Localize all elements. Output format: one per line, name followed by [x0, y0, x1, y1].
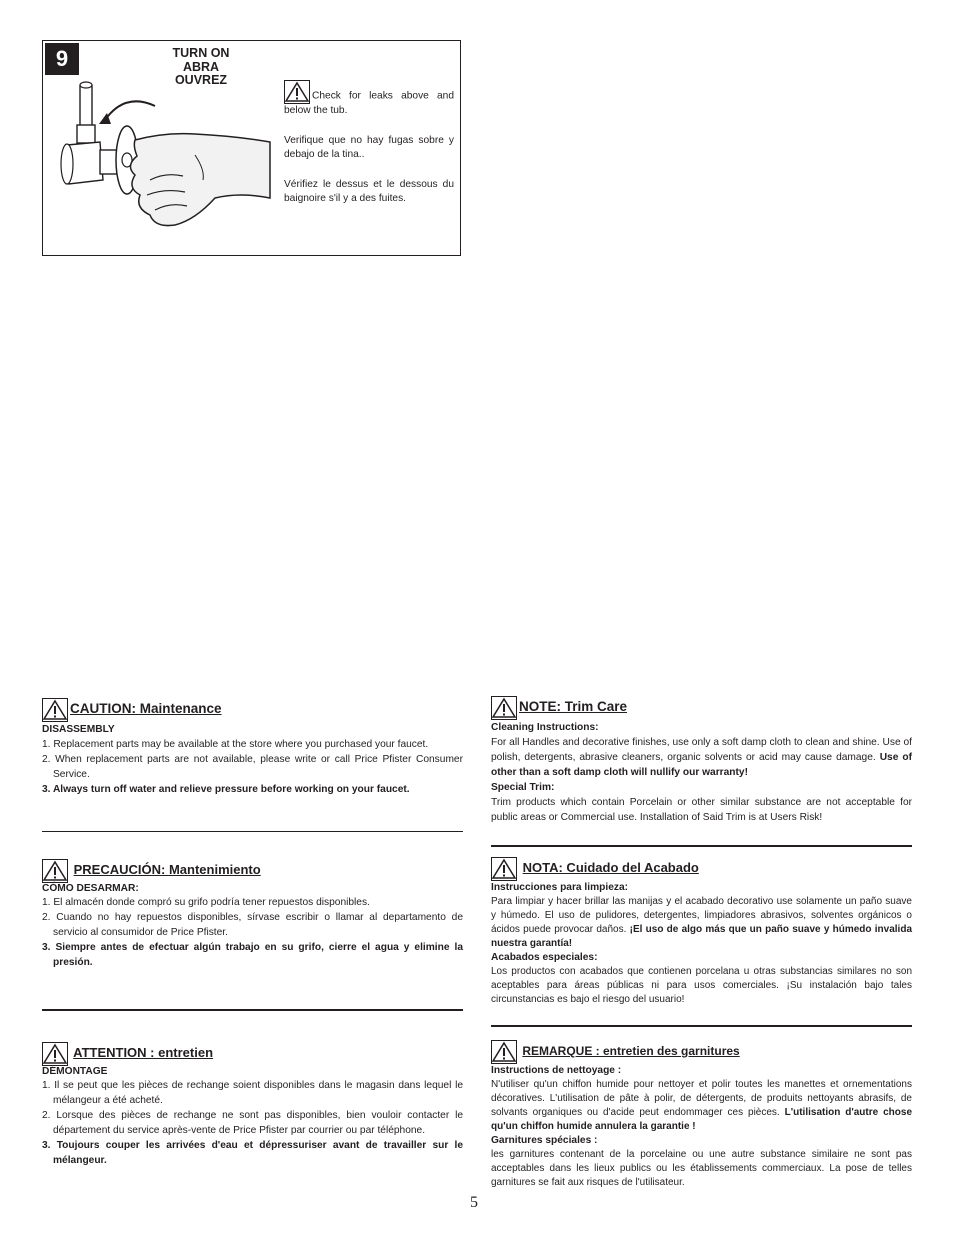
valve-hand-illustration [55, 80, 275, 230]
note-trim-care-en [491, 694, 912, 825]
section-title: CAUTION: Maintenance [70, 701, 222, 716]
turn-on-fr: OUVREZ [174, 73, 228, 87]
section-title: NOTA: Cuidado del Acabado [522, 860, 699, 875]
list-item: 1. El almacén donde compró su grifo podría tener repuestos disponibles. [42, 897, 370, 908]
section-title: REMARQUE : entretien des garnitures [522, 1044, 740, 1058]
warning-icon [491, 1040, 517, 1064]
divider [491, 845, 912, 847]
section-subtitle: Special Trim: [491, 782, 555, 793]
list-item: 2. When replacement parts are not available, please write or call Price Pfister Consumer Service. [42, 754, 463, 780]
turn-on-en: TURN ON [172, 46, 230, 60]
section-subtitle: Instrucciones para limpieza: [491, 882, 629, 893]
note-trim-care-fr [491, 1038, 912, 1190]
step-number: 9 [45, 43, 79, 75]
warranty-warning: L'utilisation d'autre chose qu'un chiffon humide annulera la garantie ! [491, 1107, 913, 1132]
turn-on-es: ABRA [182, 59, 220, 74]
step-notes [284, 80, 454, 222]
warranty-warning: ¡El uso de algo más que un paño suave y húmedo invalida nuestra garantía! [491, 924, 913, 949]
section-subtitle: DÉMONTAGE [42, 1066, 108, 1077]
section-subtitle: Cleaning Instructions: [491, 722, 599, 733]
paragraph: Trim products which contain Porcelain or other similar substance are not acceptable for public areas or Commercial use. Installation of Said Trim is at Users Risk! [491, 797, 912, 823]
list-item: 2. Lorsque des pièces de rechange ne sont pas disponibles, bien vouloir contacter le département du service après-vente de Price Pfister par courrier ou par téléphone. [42, 1110, 463, 1136]
note-trim-care-es [491, 855, 912, 1007]
list-item: 2. Cuando no hay repuestos disponibles, sírvase escribir o llamar al departamento de servicio al consumidor de Price Pfister. [42, 912, 463, 938]
list-item: 3. Siempre antes de efectuar algún trabajo en su grifo, cierre el agua y elimine la presión. [42, 942, 463, 968]
warning-icon [491, 696, 517, 720]
section-subtitle: DISASSEMBLY [42, 724, 115, 735]
divider [42, 1009, 463, 1011]
warning-icon [42, 859, 68, 883]
section-title: NOTE: Trim Care [519, 699, 628, 714]
list-item: 3. Always turn off water and relieve pressure before working on your faucet. [42, 784, 410, 795]
list-item: 1. Il se peut que les pièces de rechange soient disponibles dans le magasin dans lequel le mélangeur a été acheté. [42, 1080, 463, 1106]
step-note-es: Verifique que no hay fugas sobre y debajo de la tina.. [284, 134, 454, 161]
warning-icon [42, 698, 68, 722]
caution-maintenance-en [42, 696, 463, 797]
page-number: 5 [470, 1194, 478, 1211]
paragraph: Los productos con acabados que contienen porcelana u otras substancias similares no son aceptables para áreas públicas ni para usos comerciales. ¡Su instalación bajo tales circunstancias es bajo el riesgo del usuario! [491, 966, 912, 1005]
step-note-fr: Vérifiez le dessus et le dessous du baignoire s'il y a des fuites. [284, 178, 454, 205]
warranty-warning: Use of other than a soft damp cloth will nullify our warranty! [491, 752, 912, 778]
paragraph: Para limpiar y hacer brillar las manijas y el acabado decorativo use solamente un paño suave y húmedo. El uso de pulidores, detergentes, limpiadores abrasivos, solventes orgánicos o ácidos puede provocar daños. [491, 896, 912, 935]
paragraph: N'utiliser qu'un chiffon humide pour nettoyer et polir toutes les manettes et ornementations décoratives. L'utilisation de pâte à polir, de détergents, de produits nettoyants abrasifs, de solvants organiques ou d'acide peut endommager ces pièces. [491, 1079, 912, 1118]
section-title: PRECAUCIÓN: Mantenimiento [73, 862, 261, 877]
step-note-en: Check for leaks above and below the tub. [284, 90, 454, 116]
paragraph: les garnitures contenant de la porcelaine ou une autre substance similaire ne sont pas acceptables dans les lieux publics ou les établissements commerciaux. La pose de telles garnitures se fait aux risques de l'utilisateur. [491, 1149, 912, 1188]
divider [42, 831, 463, 832]
warning-icon [42, 1042, 68, 1066]
caution-maintenance-fr [42, 1040, 463, 1168]
caution-maintenance-es [42, 857, 463, 970]
list-item: 1. Replacement parts may be available at the store where you purchased your faucet. [42, 739, 429, 750]
section-title: ATTENTION : entretien [73, 1045, 214, 1060]
section-subtitle: CÓMO DESARMAR: [42, 883, 139, 894]
section-subtitle: Instructions de nettoyage : [491, 1065, 622, 1076]
warning-icon [284, 80, 310, 104]
warning-icon [491, 857, 517, 881]
list-item: 3. Toujours couper les arrivées d'eau et dépressuriser avant de travailler sur le mélangeur. [42, 1140, 463, 1166]
section-subtitle: Acabados especiales: [491, 952, 598, 963]
paragraph: For all Handles and decorative finishes, use only a soft damp cloth to clean and shine. Use of polish, detergents, abrasive cleaners, organic solvents or acid may cause damage. [491, 737, 912, 763]
divider [491, 1025, 912, 1027]
section-subtitle: Garnitures spéciales : [491, 1135, 598, 1146]
